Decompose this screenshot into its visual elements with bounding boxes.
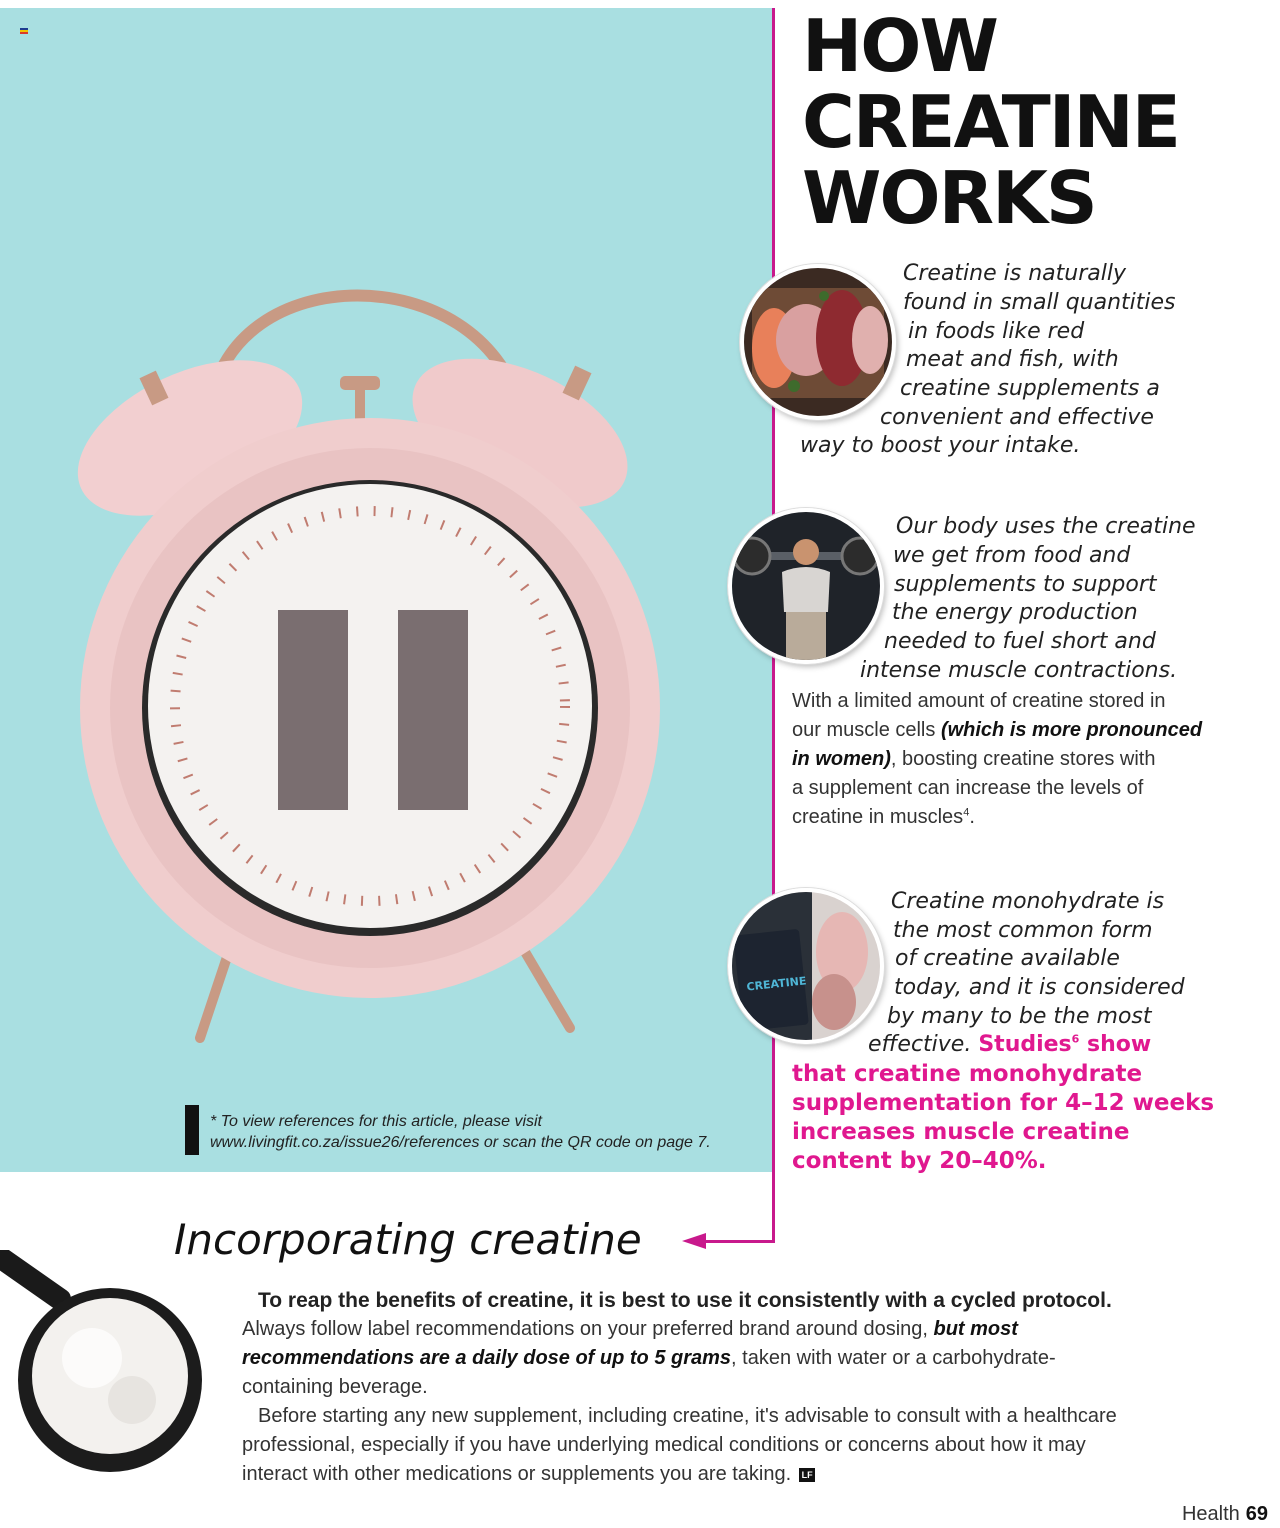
section2-body-l3-emphasis: in women) [792, 748, 891, 770]
studies-highlight: Studies [978, 1032, 1072, 1057]
section2-body-l3-text: , boosting creatine stores with [890, 748, 1156, 770]
lf-badge-icon: LF [799, 1468, 815, 1482]
section3-line-1: Creatine monohydrate is [891, 889, 1165, 914]
section2-body-line-1: With a limited amount of creatine stored in [792, 690, 1166, 712]
p1-line-1-text: Always follow label recommendations on your preferred brand around dosing, [242, 1318, 934, 1340]
p1-line-2-text: , taken with water or a carbohydrate- [731, 1347, 1056, 1369]
title-line-3: WORKS [802, 156, 1096, 240]
incorporating-heading: Incorporating creatine [174, 1215, 642, 1264]
page-number: 69 [1245, 1503, 1268, 1525]
section2-body-l2-text: our muscle cells [792, 719, 941, 741]
arrow-left-icon [682, 1233, 706, 1249]
page-footer [1182, 1503, 1268, 1526]
section2-body-l2-emphasis: (which is more pronounced [940, 719, 1203, 741]
title-line-2: CREATINE [802, 80, 1179, 164]
section2-body-line-2 [792, 716, 1202, 745]
section1-line-2: found in small quantities [903, 290, 1176, 315]
incorporating-p2-line-2: professional, especially if you have underlying medical conditions or concerns about how it may [242, 1434, 1086, 1456]
section3-line-5: by many to be the most [887, 1004, 1152, 1029]
references-note [210, 1111, 770, 1153]
p1-line-1-emphasis: but most [933, 1318, 1018, 1340]
hero-image-panel [0, 8, 772, 1172]
section1-line-7: way to boost your intake. [800, 433, 1081, 458]
studies-superscript: 6 [1071, 1032, 1080, 1046]
section2-body-line-4: a supplement can increase the levels of [792, 777, 1144, 799]
section2-body-line-3 [792, 745, 1155, 774]
incorporating-p2-line-1: Before starting any new supplement, including creatine, it's advisable to consult with a healthcare [258, 1405, 1117, 1427]
reference-superscript: 4 [963, 806, 970, 819]
reference-marker-bar [185, 1105, 199, 1155]
section1-line-5: creatine supplements a [900, 376, 1160, 401]
section2-line-2: we get from food and [893, 543, 1131, 568]
section2-line-6: intense muscle contractions. [860, 658, 1178, 683]
section2-line-3: supplements to support [894, 572, 1157, 597]
section2-line-5: needed to fuel short and [884, 629, 1156, 654]
meat-photo [740, 264, 896, 420]
studies-highlight-end: show [1079, 1032, 1152, 1057]
section2-body-l5-text: creatine in muscles [792, 806, 964, 828]
title-line-1: HOW [802, 4, 997, 88]
section2-line-4: the energy production [892, 600, 1138, 625]
section1-line-1: Creatine is naturally [903, 261, 1126, 286]
highlight-line-2: supplementation for 4–12 weeks [792, 1090, 1215, 1116]
supplement-photo [728, 888, 884, 1044]
highlight-line-3: increases muscle creatine [792, 1119, 1130, 1145]
athlete-photo [728, 508, 884, 664]
highlight-line-1: that creatine monohydrate [792, 1061, 1143, 1087]
references-line-1: * To view references for this article, please visit [210, 1113, 542, 1130]
references-line-2: www.livingfit.co.za/issue26/references or scan the QR code on page 7. [210, 1134, 711, 1151]
incorporating-p1-line-1 [242, 1315, 1018, 1344]
svg-text:CREATINE: CREATINE [745, 974, 808, 994]
scoop-of-creatine-powder-photo [0, 1250, 210, 1480]
incorporating-p2-line-3 [242, 1460, 815, 1489]
page-title [802, 4, 1272, 240]
flag-icon [20, 28, 28, 34]
section1-line-6: convenient and effective [880, 405, 1154, 430]
section1-line-4: meat and fish, with [906, 347, 1119, 372]
p2-line-3-text: interact with other medications or supplements you are taking. [242, 1463, 792, 1485]
footer-section: Health [1181, 1503, 1240, 1525]
section2-line-1: Our body uses the creatine [896, 514, 1196, 539]
incorporating-p1-line-2 [242, 1344, 1056, 1373]
section3-line-2: the most common form [893, 918, 1153, 943]
section3-line-4: today, and it is considered [894, 975, 1185, 1000]
section3-line-3: of creatine available [895, 946, 1120, 971]
section1-line-3: in foods like red [908, 319, 1085, 344]
accent-horizontal-line [705, 1240, 775, 1243]
section3-line-6-text: effective. [868, 1032, 979, 1057]
section3-line-6 [868, 1031, 1151, 1059]
incorporating-p1-line-3: containing beverage. [242, 1376, 428, 1398]
highlight-line-4: content by 20–40%. [792, 1148, 1047, 1174]
alarm-clock-icon [60, 238, 680, 1078]
section2-body-line-5 [792, 803, 975, 832]
incorporating-lead: To reap the benefits of creatine, it is best to use it consistently with a cycled protocol. [258, 1289, 1112, 1312]
section2-body-l5-end: . [969, 806, 975, 828]
p1-line-2-emphasis: recommendations are a daily dose of up to 5 grams [242, 1347, 732, 1369]
